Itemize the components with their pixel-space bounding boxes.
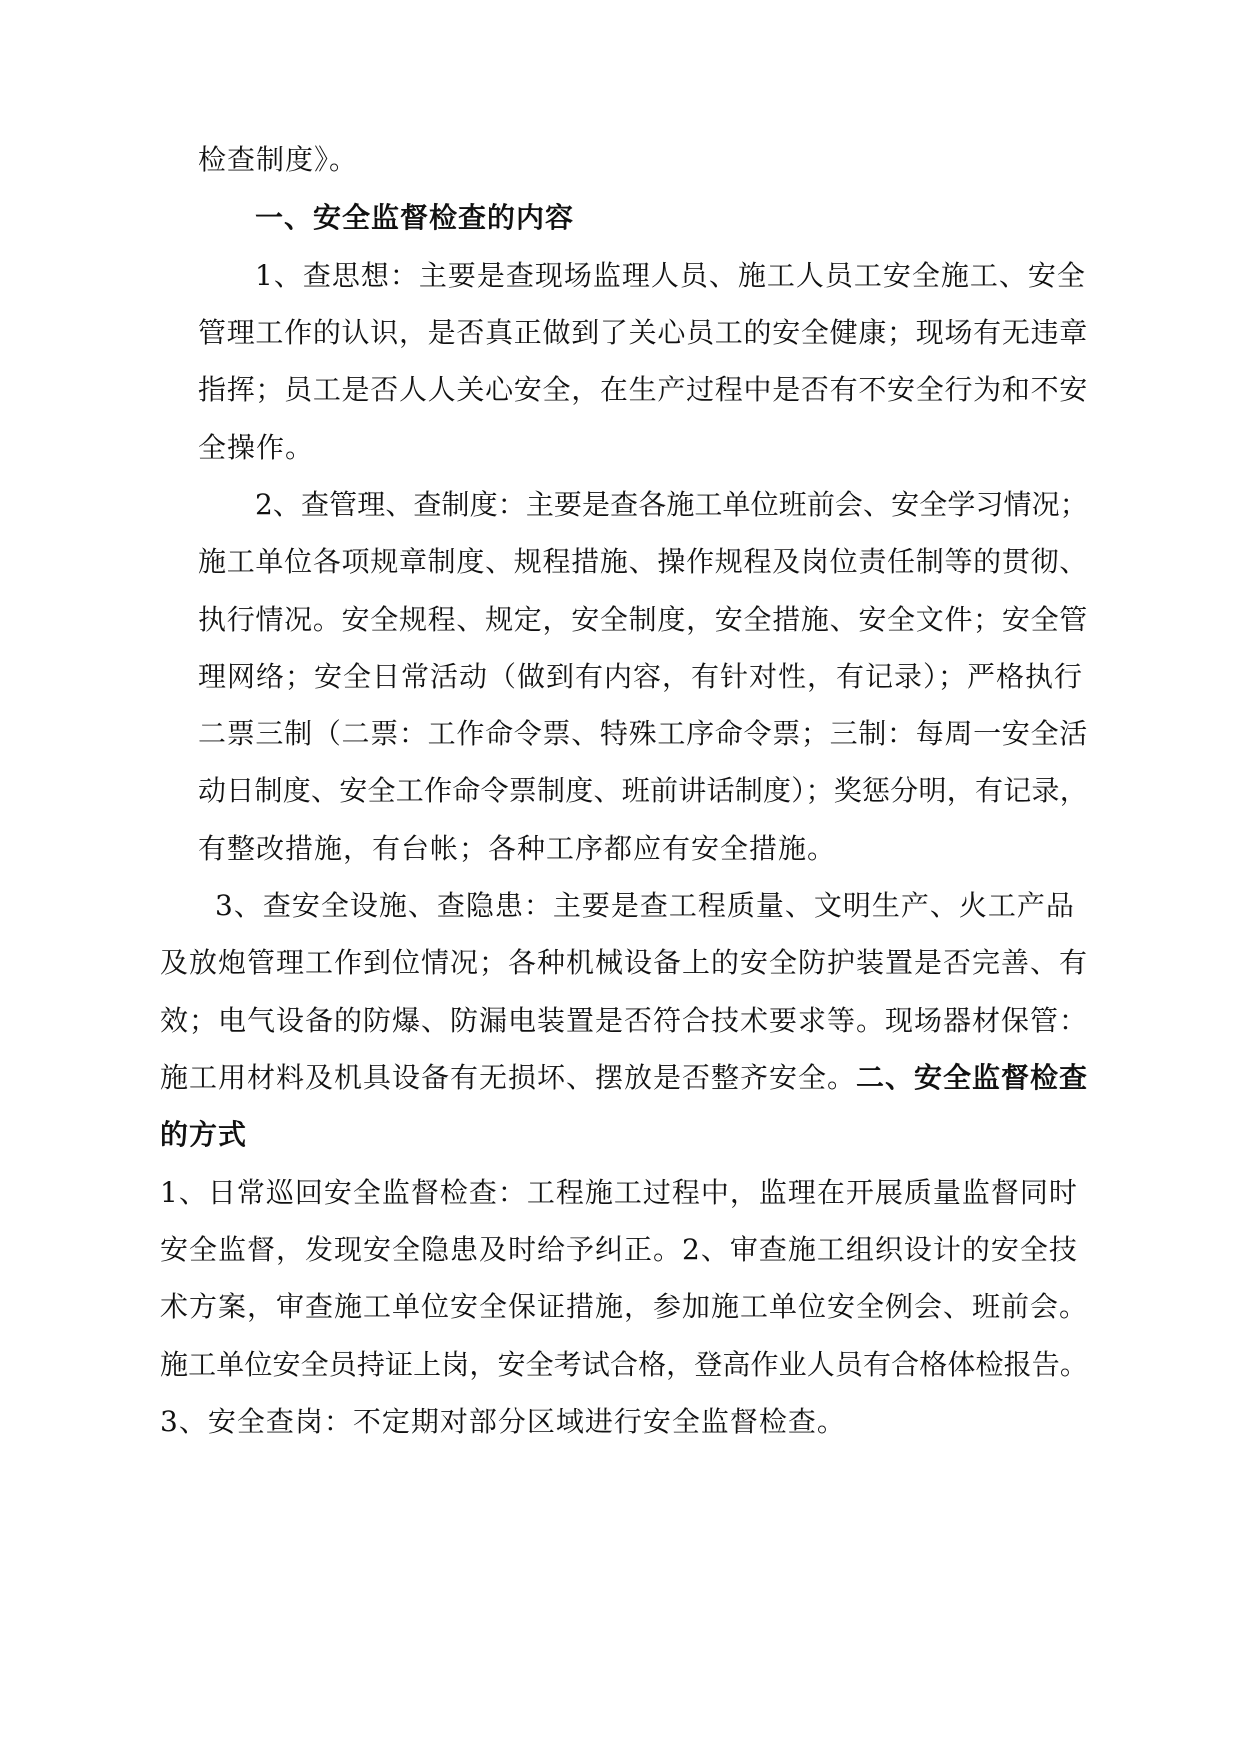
paragraph-line: 施工单位安全员持证上岗，安全考试合格，登高作业人员有合格体检报告。: [160, 1348, 1089, 1381]
paragraph-line: 二票三制（二票：工作命令票、特殊工序命令票；三制：每周一安全活: [198, 717, 1089, 750]
paragraph-line: 安全监督，发现安全隐患及时给予纠正。2、审查施工组织设计的安全技: [160, 1233, 1078, 1266]
paragraph-line: 全操作。: [198, 431, 315, 464]
paragraph-line: 有整改措施，有台帐；各种工序都应有安全措施。: [198, 832, 837, 865]
paragraph-line: 理网络；安全日常活动（做到有内容，有针对性，有记录）；严格执行: [198, 660, 1084, 693]
paragraph-line: 施工单位各项规章制度、规程措施、操作规程及岗位责任制等的贯彻、: [198, 545, 1089, 578]
paragraph-line: 检查制度》。: [198, 143, 359, 176]
paragraph-line: 2、查管理、查制度：主要是查各施工单位班前会、安全学习情况；: [255, 488, 1088, 521]
paragraph-line: 术方案，审查施工单位安全保证措施，参加施工单位安全例会、班前会。: [160, 1290, 1089, 1323]
paragraph-line: 动日制度、安全工作命令票制度、班前讲话制度）；奖惩分明，有记录，: [198, 774, 1089, 807]
paragraph-line: 1、日常巡回安全监督检查：工程施工过程中，监理在开展质量监督同时: [160, 1176, 1078, 1209]
paragraph-line: 及放炮管理工作到位情况；各种机械设备上的安全防护装置是否完善、有: [160, 946, 1089, 979]
paragraph-line: 1、查思想：主要是查现场监理人员、施工人员工安全施工、安全: [255, 259, 1086, 292]
paragraph-text: 施工用材料及机具设备有无损坏、摆放是否整齐安全。: [160, 1061, 857, 1094]
section-heading-method: 二、安全监督检查: [856, 1061, 1089, 1094]
paragraph-line: 3、安全查岗：不定期对部分区域进行安全监督检查。: [160, 1405, 846, 1438]
paragraph-line: 指挥；员工是否人人关心安全，在生产过程中是否有不安全行为和不安: [198, 373, 1089, 406]
paragraph-line: 效；电气设备的防爆、防漏电装置是否符合技术要求等。现场器材保管：: [160, 1004, 1089, 1037]
section-heading-method-continued: 的方式: [160, 1118, 248, 1151]
paragraph-line: 管理工作的认识，是否真正做到了关心员工的安全健康；现场有无违章: [198, 316, 1089, 349]
paragraph-line: 3、查安全设施、查隐患：主要是查工程质量、文明生产、火工产品: [215, 889, 1075, 922]
paragraph-line: [160, 1058, 1088, 1098]
section-heading-content: 一、安全监督检查的内容: [255, 201, 575, 234]
paragraph-line: 执行情况。安全规程、规定，安全制度，安全措施、安全文件；安全管: [198, 603, 1089, 636]
